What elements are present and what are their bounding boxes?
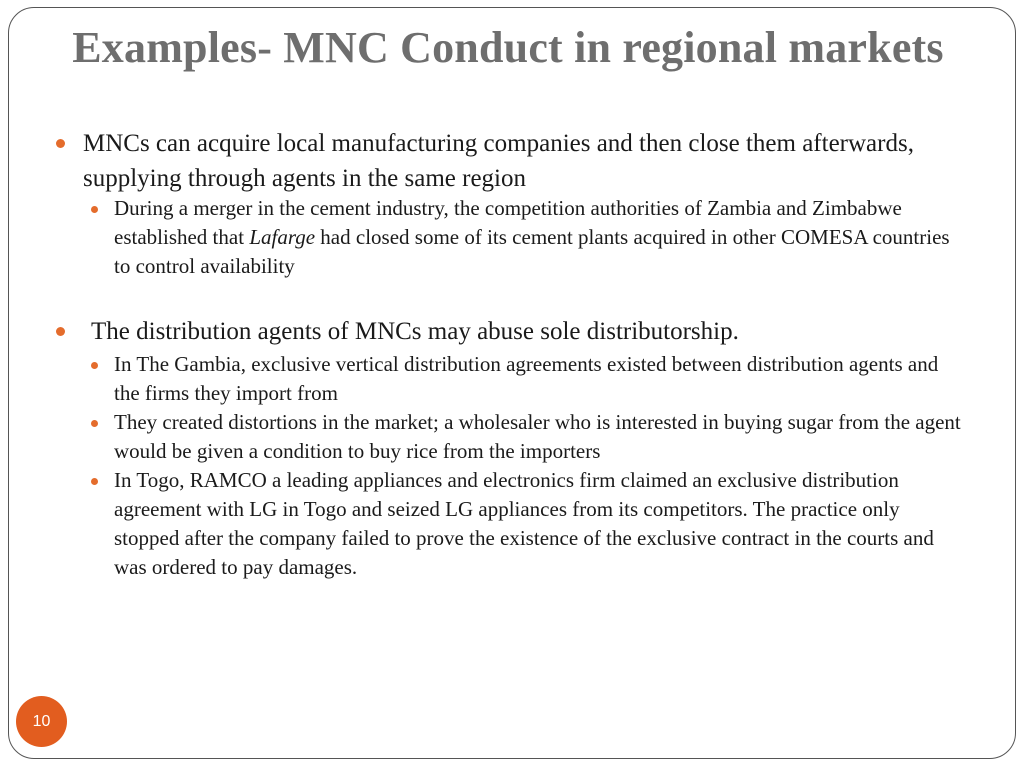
sub-bullet-dot-icon — [91, 206, 98, 213]
sub-bullet-1-1-emphasis: Lafarge — [249, 225, 316, 249]
sub-bullet-dot-icon — [91, 362, 98, 369]
slide-title: Examples- MNC Conduct in regional markets — [72, 23, 944, 72]
sub-bullet-2-2-text: They created distortions in the market; a wholesaler who is interested in buying sugar from the agent would be given a condition to buy rice from the importers — [114, 410, 961, 463]
sub-bullet-2-3-text: In Togo, RAMCO a leading appliances and electronics firm claimed an exclusive distribution agreement with LG in Togo and seized LG appliances from its competitors. The practice only stopped after the company failed to prove the existence of the exclusive contract in the courts and was ordered to pay damages. — [114, 468, 934, 579]
sub-bullet-1-1-part-b: had closed some of its cement plants acquired in other COMESA countries to control availability — [114, 225, 950, 278]
bullet-2-text: The distribution agents of MNCs may abuse sole distributorship. — [91, 318, 739, 345]
bullet-dot-icon — [56, 139, 65, 148]
sub-bullet-2-1-text: In The Gambia, exclusive vertical distribution agreements existed between distribution agents and the firms they import from — [114, 352, 939, 405]
page-number-badge: 10 — [16, 696, 67, 747]
bullet-dot-icon — [56, 327, 65, 336]
sub-bullet-1-1-text — [114, 194, 964, 281]
sub-bullet-dot-icon — [91, 478, 98, 485]
sub-bullet-dot-icon — [91, 420, 98, 427]
bullet-1-text: MNCs can acquire local manufacturing companies and then close them afterwards, supplying through agents in the same region — [83, 130, 914, 192]
sub-bullet-1-1-part-a: During a merger in the cement industry, the competition authorities of Zambia and Zimbabwe established that — [114, 196, 902, 249]
